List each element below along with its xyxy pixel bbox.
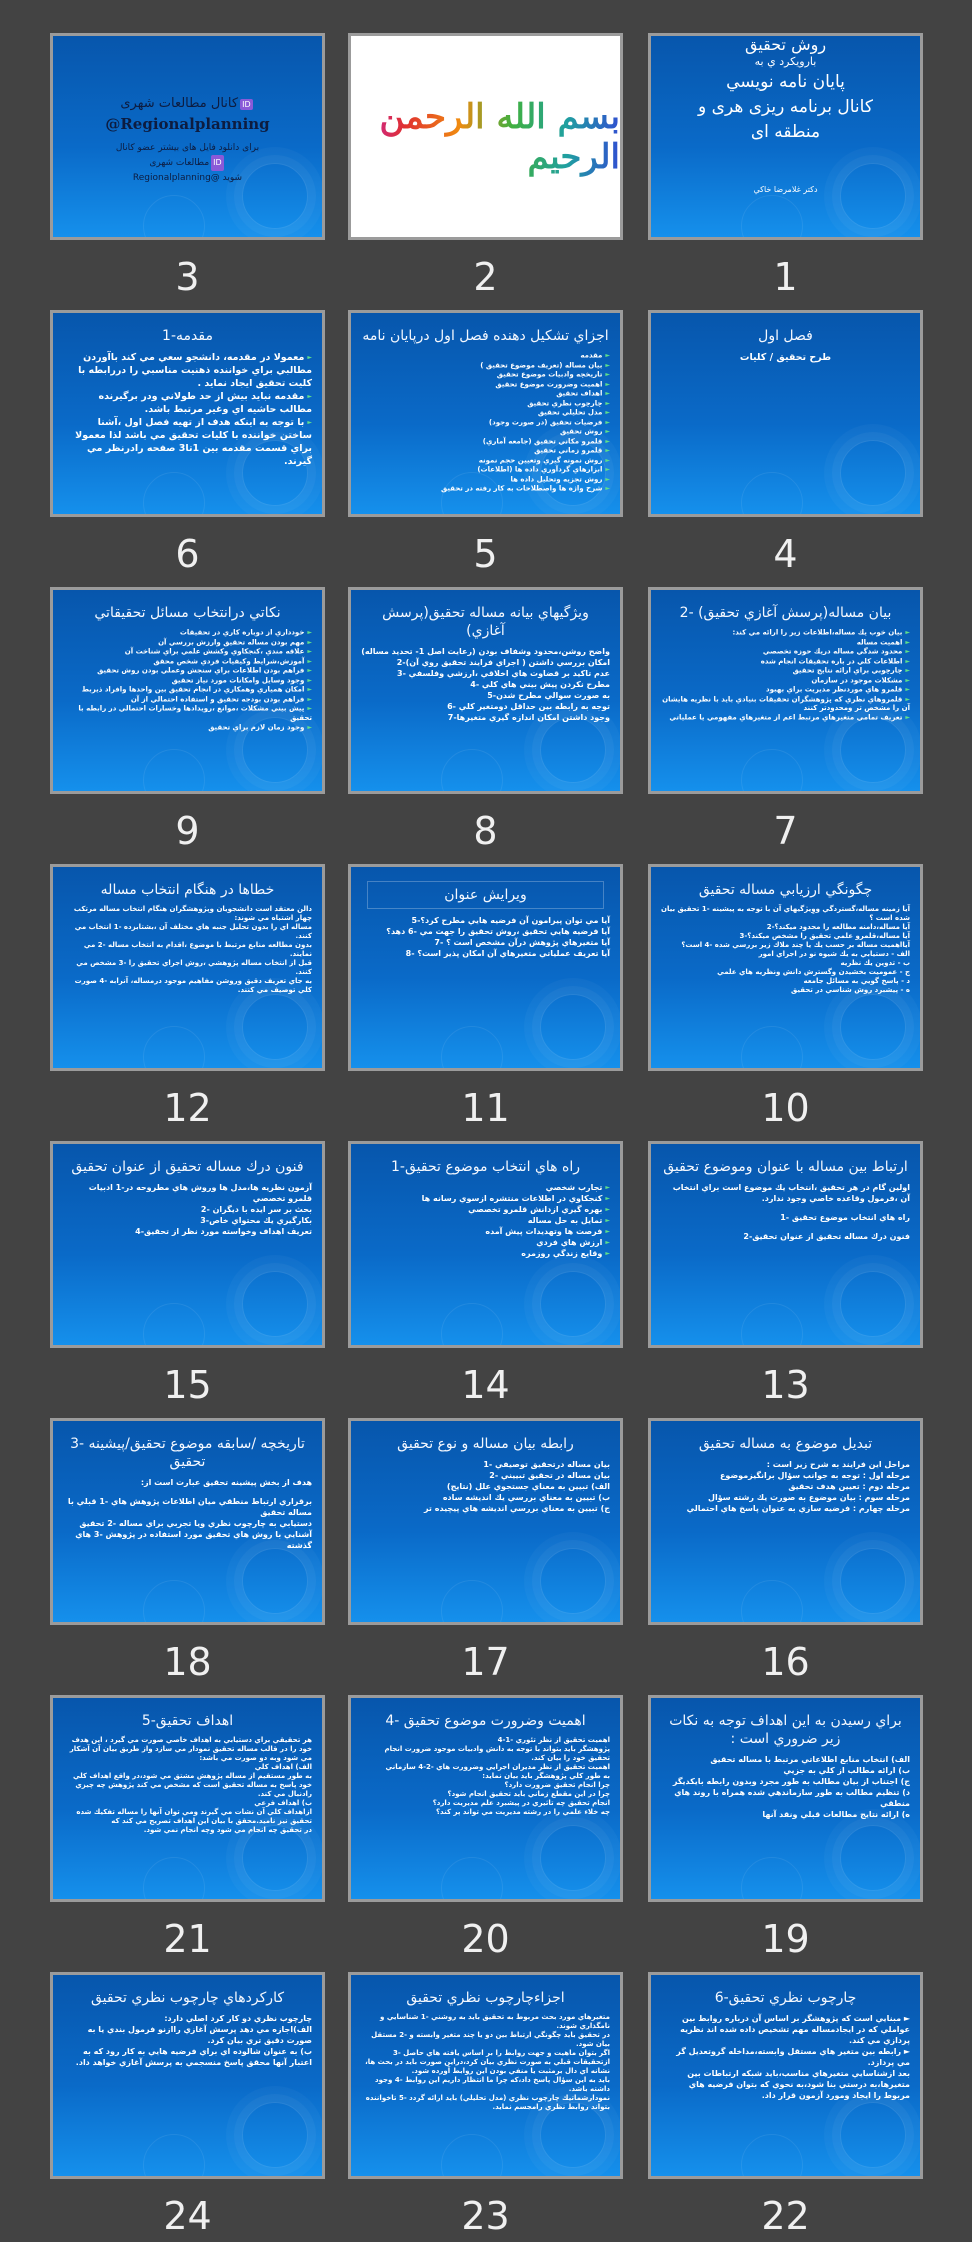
slide-body-line: به طور مستقيم از مساله پژوهش مشتق مي شود،در واقع اهداف كلي خود پاسخ به مساله تحقيق است كه مشخص مي كند پژوهش چه چيزي رادنبال مي كند. bbox=[72, 1772, 312, 1798]
slide-body-line: چارچوب نظري دو كار كرد اصلي دارد: bbox=[164, 2014, 312, 2023]
slide-thumbnail-18[interactable] bbox=[50, 1418, 325, 1625]
slide-body-line: آيا مساله،دامنه مطالعه را محدود ميكند؟-2 bbox=[766, 923, 910, 931]
slide-body-line: مرحله چهارم : فرضيه سازي به عنوان پاسخ هاي احتمالي bbox=[686, 1504, 910, 1513]
slide-body-line: الف) تبيين به معناي جستجوي علل (نتايج) bbox=[446, 1482, 610, 1491]
slide-content bbox=[63, 96, 312, 231]
slide-body-line: ► فرصت ها وتهديدات پيش آمده bbox=[361, 1226, 610, 1237]
slide-number: 5 bbox=[473, 532, 498, 576]
slide-content bbox=[63, 596, 312, 785]
slide-body-line: مرحله دوم : تعيين هدف تحقيق bbox=[788, 1482, 910, 1491]
slide-body-line: ب) تبيين به معناي بررسي يك انديشه ساده bbox=[442, 1493, 610, 1502]
slide-title: اهداف تحقيق-5 bbox=[141, 1713, 234, 1729]
slide-number: 12 bbox=[163, 1086, 212, 1130]
slide-body-line: ► وجود زمان لازم براي تحقيق bbox=[63, 723, 312, 733]
slide-body-line: ► مبنايي است كه پژوهشگر بر اساس آن درباره روابط بين عواملي كه در ايجادمساله مهم تشخيص داده شده اند نظريه پردازي مي كند. bbox=[680, 2014, 910, 2045]
slide-title: اهميت وضرورت موضوع تحقيق -4 bbox=[385, 1713, 586, 1729]
slide-title: كاركردهاي چارچوب نظري تحقيق bbox=[91, 1990, 284, 2006]
slide-body-line: فنون درك مساله تحقيق از عنوان تحقيق-2 bbox=[743, 1232, 910, 1241]
slide-cell bbox=[50, 310, 325, 580]
slide-cell bbox=[648, 1695, 923, 1965]
slide-thumbnail-6[interactable] bbox=[50, 310, 325, 517]
slide-body-line: مي پردازد. bbox=[867, 2058, 910, 2067]
slide-body-line: اعتبار آنها محقق پاسخ منسجمي به پرسش آغازي خواهد داد. bbox=[75, 2058, 312, 2067]
slide-number: 1 bbox=[773, 255, 798, 299]
slide-body bbox=[63, 2013, 312, 2068]
slide-content bbox=[63, 1704, 312, 1893]
slide-body-line: آزمون نظريه ها،مدل ها وروش هاي مطروحه در-1 ادبيات قلمرو تخصصي bbox=[88, 1183, 312, 1203]
slide-body-line: مرحله اول : توجه به جوانب سؤال برانگيزموضوع bbox=[719, 1471, 910, 1480]
slide-body-line: ب) اهداف فرعي bbox=[254, 1799, 312, 1807]
slide-body-line: ► تجارب شخصي bbox=[361, 1182, 610, 1193]
slide-body-line: ► شرح واژه ها واصطلاحات به كار رفته در تحقيق bbox=[361, 484, 610, 494]
slide-text-line2: كانال برنامه ريزی هری و bbox=[698, 97, 873, 117]
slide-number: 22 bbox=[761, 2194, 810, 2238]
slide-number: 20 bbox=[461, 1917, 510, 1961]
slide-body-line: ► وقايع زندگي روزمره bbox=[361, 1248, 610, 1259]
slide-cell bbox=[50, 587, 325, 857]
slide-body bbox=[661, 2013, 910, 2101]
slide-cell bbox=[50, 1695, 325, 1965]
slide-body bbox=[63, 1182, 312, 1237]
slide-thumbnail-9[interactable] bbox=[50, 587, 325, 794]
slide-body-line: بحث بر سر ايده با ديگران -2 bbox=[200, 1205, 312, 1214]
slide-body-line: اهميت تحقيق از نظر مديران اجرايي وضرورت هاي -2-4 سازماني bbox=[385, 1763, 610, 1771]
slide-cell bbox=[648, 1972, 923, 2242]
slide-cell bbox=[50, 33, 325, 303]
slide-cell bbox=[348, 1972, 623, 2242]
slide-number: 11 bbox=[461, 1086, 510, 1130]
bismillah-calligraphy bbox=[351, 36, 620, 237]
slide-content bbox=[361, 596, 610, 785]
slide-content bbox=[661, 319, 910, 508]
slide-thumbnail-3[interactable] bbox=[50, 33, 325, 240]
slide-body-line: بايد به اين سؤال پاسخ داد،كه چرا ما انتظار داريم اين روابط -4 وجود داشته باشد. bbox=[375, 2076, 610, 2093]
slide-cell bbox=[648, 33, 923, 303]
slide-body-line: آيا زمينه مساله،گستردگي ووِيژگيهاي آن با توجه به پيشينه -1 تحقيق بيان شده است ؟ bbox=[661, 905, 910, 922]
slide-body-line: راه هاي انتخاب موضوع تحقيق -1 bbox=[780, 1213, 910, 1222]
slide-body-line: ► بيان مساله (تعريف موضوع تحقيق ) bbox=[361, 361, 610, 371]
slide-body-line: مراحل اين فرايند به شرح زير است : bbox=[766, 1460, 910, 1469]
slide-thumbnail-10[interactable] bbox=[648, 864, 923, 1071]
slide-body-line: ► اهداف تحقيق bbox=[361, 389, 610, 399]
slide-body-line: دستيابي به چارچوب نظري ويا تجربي براي مساله -2 تحقيق bbox=[79, 1519, 312, 1528]
slide-body-line bbox=[63, 1488, 312, 1496]
slide-cell bbox=[648, 1141, 923, 1411]
slide-body bbox=[63, 628, 312, 732]
slide-body bbox=[661, 351, 910, 364]
slide-cell bbox=[648, 587, 923, 857]
slide-body-line: ► بهره گيري ازدانش قلمرو تخصصي bbox=[361, 1204, 610, 1215]
channel-name: كانال مطالعات شهری bbox=[120, 96, 239, 111]
slide-thumbnail-15[interactable] bbox=[50, 1141, 325, 1348]
channel-name-line bbox=[63, 96, 312, 111]
slide-body-line: الف) اهداف كلي bbox=[254, 1763, 312, 1771]
slide-body-line: ► مقدمه نبايد بيش از حد طولاني ودر برگيرنده مطالب حاشيه اي وغير مرتبط باشد. bbox=[63, 390, 312, 416]
slide-number: 3 bbox=[175, 255, 200, 299]
slide-cell bbox=[348, 864, 623, 1134]
slide-content bbox=[661, 1981, 910, 2170]
slide-body-line: چرا انجام تحقيق ضرورت دارد؟ bbox=[504, 1781, 610, 1789]
slide-text-sub: بارويكرد ي به bbox=[754, 55, 817, 68]
slide-body-line: به جاي تعريف دقيق وروشن مفاهيم موجود درمساله، آنرابه -4 صورت كلي توصيف مي كنند. bbox=[74, 977, 312, 994]
id-badge-icon: ID bbox=[242, 100, 251, 109]
slide-cell bbox=[348, 1141, 623, 1411]
slide-body-line: ه) ارائه نتايج مطالعات قبلي ونقد آنها bbox=[762, 1810, 910, 1819]
slide-content bbox=[361, 873, 610, 1062]
slide-body-line: ► روش نمونه گيري وتعيين حجم نمونه bbox=[361, 456, 610, 466]
slide-body-line: آيا متغيرهاي پژوهش درآن مشخص است ؟ -7 bbox=[434, 938, 610, 947]
slide-body-line: ازاهداف كلي آن نشات مي گيرند ومي توان آنها را مساله تفكيك شده تحقيق نيز ناميد.محقق با بيان اين اهداف تصريح مي كند كه bbox=[76, 1808, 312, 1825]
slide-number: 15 bbox=[163, 1363, 212, 1407]
slide-thumbnail-11[interactable] bbox=[348, 864, 623, 1071]
slide-thumbnail-19[interactable] bbox=[648, 1695, 923, 1902]
slide-body bbox=[361, 1182, 610, 1259]
slide-title: راه هاي انتخاب موضوع تحقيق-1 bbox=[391, 1159, 580, 1175]
slide-body-line: ► فرضيات تحقيق (در صورت وجود) bbox=[361, 418, 610, 428]
slide-number: 24 bbox=[163, 2194, 212, 2238]
slide-body-line: به طور كلي پژوهشگر بايد بيان نمايد: bbox=[482, 1772, 610, 1780]
slide-body-line: ► خودداري از دوباره كاري در تحقيقات bbox=[63, 628, 312, 638]
slide-body-line: ► روش تحقيق bbox=[361, 427, 610, 437]
slide-body-line: چرا در اين مقطع زماني بايد تحقيق انجام شود؟ bbox=[447, 1790, 610, 1798]
slide-body bbox=[661, 1182, 910, 1242]
slide-body-line: الف) انتخاب منابع اطلاعاتي مرتبط با مساله تحقيق bbox=[710, 1755, 910, 1764]
slide-body-line: اگر بتوان ماهيت و جهت روابط را بر اساس يافته هاي حاصل -3 ازتحقيقات قبلي به صورت نظري بيان كرد،دراين صورت بايد در بحث ها، نشانه اي دال برمثبت يا منفي بودن اين روابط آورده شود. bbox=[365, 2049, 610, 2075]
slide-body bbox=[63, 351, 312, 468]
slide-title: اجزاءچارچوب نظري تحقيق bbox=[406, 1990, 565, 2006]
slide-number: 13 bbox=[761, 1363, 810, 1407]
slide-body-line: ► بيان خوب يك مساله،اطلاعات زير را ارائه مي كند: bbox=[661, 628, 910, 638]
channel-handle: @Regionalplanning bbox=[105, 115, 270, 133]
slide-content bbox=[661, 1427, 910, 1616]
slide-number: 9 bbox=[175, 809, 200, 853]
slide-thumbnail-4[interactable] bbox=[648, 310, 923, 517]
slide-cell bbox=[348, 310, 623, 580]
slide-body-line: ► علاقه مندي ،كنجكاوي وكشش علمي براي شناخت آن bbox=[63, 647, 312, 657]
slide-thumbnail-12[interactable] bbox=[50, 864, 325, 1071]
slide-body bbox=[361, 915, 610, 959]
id-badge-icon: ID bbox=[211, 155, 224, 171]
slide-body bbox=[661, 1754, 910, 1820]
join-handle: شوید @Regionalplanning bbox=[132, 173, 243, 183]
slide-number: 17 bbox=[461, 1640, 510, 1684]
slide-content bbox=[63, 1150, 312, 1339]
join-text: برای دانلود فایل های بیشتر عضو کانال bbox=[115, 143, 260, 153]
slide-body-line: ► مقدمه bbox=[361, 351, 610, 361]
slide-cell bbox=[50, 1418, 325, 1688]
slide-body-line: ► محدود شدگي مساله دريك حوزه تخصصي bbox=[661, 647, 910, 657]
slide-body-line: آيا مساله،قلمرو علمي تحقيق را مشخص ميكند؟-3 bbox=[739, 932, 910, 940]
slide-body-line: بدون مطالعه منابع مرتبط با موضوع ،اقدام به انتخاب مساله -2 مي نمايند. bbox=[83, 941, 312, 958]
slide-content bbox=[63, 319, 312, 508]
slide-body-line: قبل از انتخاب مساله پژوهشي ،روش اجراي تحقيق را -3 مشخص مي كنند. bbox=[76, 959, 312, 976]
slide-thumbnail-24[interactable] bbox=[50, 1972, 325, 2179]
slide-title: تاريخچه /سابقه موضوع تحقيق/پيشينه -3 تحقيق bbox=[70, 1436, 305, 1470]
slide-thumbnail-1[interactable] bbox=[648, 33, 923, 240]
slide-body-line: بعد ازشناسايي متغيرهاي مناسب،بايد شبكه ارتباطات بين متغيرها،به درستي بنا شود،به نحوي كه بتوان فرضيه هاي مربوط را ايجاد ومورد آزمون قرار داد. bbox=[687, 2069, 910, 2100]
slide-title: تبديل موضوع به مساله تحقيق bbox=[698, 1436, 873, 1452]
slide-body bbox=[661, 1459, 910, 1514]
slide-body bbox=[361, 2013, 610, 2112]
slide-body-line: بيان مساله درتحقيق توصيفي -1 bbox=[483, 1460, 610, 1469]
slide-body bbox=[63, 905, 312, 995]
slide-number: 16 bbox=[761, 1640, 810, 1684]
slide-cell bbox=[348, 587, 623, 857]
bismillah-text: بسم الله الرحمن الرحيم bbox=[351, 97, 620, 177]
slide-body-line: دالن معتقد است دانشجويان وپژوهشگران هنگام انتخاب مساله مرتكب چهار اشتباه مي شوند: bbox=[73, 905, 312, 922]
slide-thumbnail-20[interactable] bbox=[348, 1695, 623, 1902]
slide-thumbnail-7[interactable] bbox=[648, 587, 923, 794]
slide-body-line: ► قلمروهاي نظري كه پژوهشگران تحقيقات بنيادي بايد با نظريه هايشان آن را مشخص تر ومحدودتر كنند bbox=[661, 695, 910, 714]
slide-cell bbox=[648, 310, 923, 580]
slide-thumbnail-13[interactable] bbox=[648, 1141, 923, 1348]
slide-body-line: ► امكان همياري وهمكاري در انجام تحقيق بين واحدها وافراد ذيربط bbox=[63, 685, 312, 695]
slide-body-line: ► روش تجزيه وتحليل داده ها bbox=[361, 475, 610, 485]
slide-thumbnail-17[interactable] bbox=[348, 1418, 623, 1625]
slide-thumbnail-23[interactable] bbox=[348, 1972, 623, 2179]
slide-content bbox=[661, 36, 910, 231]
slide-body-line: آيا فرضيه هايي تحقيق ،روش تحقيق را جهت مي -6 دهد؟ bbox=[386, 927, 610, 936]
slide-body-line: ► قلمرو مكاني تحقيق (جامعه آماري) bbox=[361, 437, 610, 447]
slide-content bbox=[361, 1150, 610, 1339]
slide-thumbnail-16[interactable] bbox=[648, 1418, 923, 1625]
slide-content bbox=[661, 596, 910, 785]
slide-title: رابطه بيان مساله و نوع تحقيق bbox=[397, 1436, 574, 1452]
slide-body-line: ► ارزش هاي فردي bbox=[361, 1237, 610, 1248]
slide-cell bbox=[348, 33, 623, 303]
slide-body-line: ► مدل تحليلي تحقيق bbox=[361, 408, 610, 418]
slide-cell bbox=[648, 1418, 923, 1688]
slide-body-line: الف)اجازه مي دهد پرسش آغازي راازنو فرمول بندي يا به صورت دقيق تري بيان كرد. bbox=[87, 2025, 312, 2045]
slide-content bbox=[361, 1704, 610, 1893]
slide-content bbox=[361, 1981, 610, 2170]
slide-number: 18 bbox=[163, 1640, 212, 1684]
slide-cell bbox=[348, 1695, 623, 1965]
slide-body-line: ب) به عنوان شالوده اي براي فرضيه هايي به كار رود كه به bbox=[82, 2047, 312, 2056]
slide-number: 21 bbox=[163, 1917, 212, 1961]
slide-body bbox=[361, 1736, 610, 1817]
slide-body-line: اهميت تحقيق از نظر تئوري -1-4 bbox=[497, 1736, 610, 1744]
slide-body-line: انجام تحقيق چه تاثيري در پيشبرد علم مديريت دارد؟ bbox=[432, 1799, 610, 1807]
slide-body-line: ► مشكلات موجود در سازمان bbox=[661, 676, 910, 686]
slide-text-line1: پايان نامه نويسي bbox=[726, 72, 845, 92]
slide-body-line: ► فراهم بودن بودجه تحقيق و استفاده احتمالي از آن bbox=[63, 695, 312, 705]
slide-body-line: آشنايي با روش هاي تحقيق مورد استفاده در پژوهش -3 هاي گذشته bbox=[75, 1530, 312, 1550]
slide-body-line: ج) اجتناب از بيان مطالب به طور مجرد وبدون رابطه بايكديگر bbox=[672, 1777, 910, 1786]
slide-body-line: ► تمايل به حل مساله bbox=[361, 1215, 610, 1226]
slide-body-line: مرحله سوم : بيان موضوع به صورت يك رشته سؤال bbox=[708, 1493, 910, 1502]
slide-body-line: آيااهميت مساله بر حسب يك يا چند ملاك زير بررسي شده -4 است؟ bbox=[681, 941, 910, 949]
slide-number: 6 bbox=[175, 532, 200, 576]
slide-content bbox=[361, 319, 610, 508]
slide-number: 7 bbox=[773, 809, 798, 853]
slide-thumbnail-8[interactable] bbox=[348, 587, 623, 794]
slide-body-line: بكارگيري يك محتواي خاص-3 bbox=[200, 1216, 312, 1225]
slide-body-line: هر تحقيقي براي دستيابي به اهداف خاصي صورت مي گيرد ، اين هدف خود را در قالب مساله تحقيق نمودار مي سازد واز طريق بيان آن آشكار مي شود وبه دو صورت مي باشد: bbox=[69, 1736, 312, 1762]
slide-content bbox=[661, 1150, 910, 1339]
slide-body-line: متغيرهاي مورد بحث مربوط به تحقيق بايد به روشني -1 شناسايي و نامگذاري شوند. bbox=[380, 2013, 610, 2030]
slide-number: 8 bbox=[473, 809, 498, 853]
slide-number: 23 bbox=[461, 2194, 510, 2238]
slide-body-line: هدف از بخش پيشينه تحقيق عبارت است از: bbox=[140, 1478, 312, 1487]
slide-body-line: اولين گام در هر تحقيق ،انتخاب يك موضوع است براي انتخاب آن ،فرمول وقاعده خاصي وجود ندارد. bbox=[672, 1183, 910, 1203]
slide-body-line: ► ابزارهاي گردآوري داده ها (اطلاعات) bbox=[361, 465, 610, 475]
slide-body-line: ج) تبيين به معناي بررسي انديشه هاي پيچيده تر bbox=[423, 1504, 610, 1513]
slide-title: ويژگيهاي بيانه مساله تحقيق(پرسش آغازي) bbox=[382, 605, 589, 639]
slide-body-line: واضح روشن،محدود وشفاف بودن (رعايت اصل 1- تحديد مساله) bbox=[361, 647, 610, 656]
slide-title: فنون درك مساله تحقيق از عنوان تحقيق bbox=[71, 1159, 304, 1175]
slide-body-line: توجه به رابطه بين حداقل دومتغير كلي -6 bbox=[447, 702, 610, 711]
slide-body-line: به صورت سوالي مطرح شدن-5 bbox=[487, 691, 610, 700]
slide-body-line: ► مهم بودن مساله تحقيق وارزش بررسي آن bbox=[63, 638, 312, 648]
slide-body-line: طرح تحقيق / كليات bbox=[739, 352, 832, 363]
slide-body-line: آيا مي توان پيرامون آن فرضيه هايي مطرح كرد؟-5 bbox=[411, 916, 610, 925]
slide-body-line: ► فراهم بودن اطلاعات براي سنجش وعملي بودن روش تحقيق bbox=[63, 666, 312, 676]
slide-body-line: برقراري ارتباط منطقي ميان اطلاعات پژوهش هاي -1 قبلي با مساله تحقيق bbox=[67, 1497, 312, 1517]
slide-body-line: آيا تعريف عملياتي متغيرهاي آن امكان پذير است؟ -8 bbox=[405, 949, 610, 958]
slide-cell bbox=[50, 1972, 325, 2242]
slide-text-author: دكتر غلامرضا خاكي bbox=[753, 185, 818, 194]
slide-body-line: پژوهشگر بايد بتواند با توجه به دانش وادبيات موجود ضرورت انجام تحقيق خود را بيان كند. bbox=[384, 1745, 610, 1762]
slide-body bbox=[361, 351, 610, 494]
slide-body-line: ► تاريخچه وادبيات موضوع تحقيق bbox=[361, 370, 610, 380]
slide-body-line bbox=[661, 1204, 910, 1212]
slide-body-line: ► اطلاعات كلي در باره تحقيقات انجام شده bbox=[661, 657, 910, 667]
slide-body-line: ► قلمرو هاي موردنظر مديريت براي بهبود bbox=[661, 685, 910, 695]
slide-title: ارتباط بين مساله با عنوان وموضوع تحقيق bbox=[663, 1159, 908, 1175]
slide-title: بيان مساله(پرسش آغازي تحقيق) -2 bbox=[679, 605, 892, 621]
slide-title: ويرايش عنوان bbox=[367, 881, 604, 909]
slide-body-line: ► رابطه بين متغير هاي مستقل وابسته،مداخله گروتعديل گر bbox=[676, 2047, 910, 2056]
slide-body-line: ► چارچوبي براي ارائه نتايج تحقيق bbox=[661, 666, 910, 676]
slide-body bbox=[361, 1459, 610, 1514]
slide-content bbox=[661, 873, 910, 1062]
slide-body bbox=[63, 1736, 312, 1835]
slide-content bbox=[661, 1704, 910, 1893]
slide-number: 2 bbox=[473, 255, 498, 299]
slide-thumbnail-5[interactable] bbox=[348, 310, 623, 517]
slide-body-line: ► پيش بيني مشكلات ،موانع ،رويدادها وخسارات احتمالي در رابطه با تحقيق bbox=[63, 704, 312, 723]
slide-body-line: ► اهميت وضرورت موضوع تحقيق bbox=[361, 380, 610, 390]
slide-body-line: ► قلمرو زماني تحقيق bbox=[361, 446, 610, 456]
slide-text-line3: منطقه ای bbox=[750, 122, 821, 142]
slide-content bbox=[63, 1427, 312, 1616]
slide-cell bbox=[348, 1418, 623, 1688]
slide-body-line: ► تعريف تمامي متغيرهاي مرتبط اعم از متغيرهاي مفهومي يا عملياتي bbox=[661, 713, 910, 723]
slide-body-line: د - پاسخ گويي به مسائل جامعه bbox=[803, 977, 910, 985]
slide-cell bbox=[648, 864, 923, 1134]
slide-body-line: ► وجود وسايل وامكانات مورد نياز تحقيق bbox=[63, 676, 312, 686]
slide-title: چارچوب نظري تحقيق-6 bbox=[714, 1990, 857, 2006]
channel-name-line bbox=[63, 155, 312, 171]
slide-body-line: ► اهميت مساله bbox=[661, 638, 910, 648]
slide-body-line: الف - دستيابي به يك شيوه نو در اجراي امور bbox=[758, 950, 910, 958]
slide-body-line: ب - تدوين يك نظريه bbox=[840, 959, 910, 967]
slide-body-line: ب) ارائه مطالب از كلي به جزيي bbox=[783, 1766, 910, 1775]
slide-body-line: مساله اي را بدون تحليل جنبه هاي مختلف آن ،بشتابزده -1 انتخاب مي كنند. bbox=[74, 923, 312, 940]
slide-body-line: نمودارشماتيك چارچوب نظري (مدل تحليلي) بايد ارائه گردد -5 تاخواننده بتواند روابط نظري رامجسم نمايد. bbox=[365, 2094, 610, 2111]
slide-body-line: د) تنظيم مطالب به طور سازماندهي شده همراه با روند هاي منطقي bbox=[674, 1788, 910, 1808]
slide-text-title: روش تحقيق bbox=[744, 35, 827, 54]
slide-thumbnail-14[interactable] bbox=[348, 1141, 623, 1348]
slide-body-line: بيان مساله در تحقيق تبييني -2 bbox=[489, 1471, 610, 1480]
slide-body-line: ► با توجه به اينكه هدف از تهيه فصل اول ،آشنا ساختن خواننده با كليات تحقيق مي باشد لذا معمولا براي قسمت مقدمه بين 1تا3 صفحه رادرنظر مي گيرند. bbox=[63, 416, 312, 468]
slide-content bbox=[63, 1981, 312, 2170]
slide-title: مقدمه-1 bbox=[162, 328, 213, 344]
slide-body-line: ► چارچوب نظري تحقيق bbox=[361, 399, 610, 409]
slide-content bbox=[361, 1427, 610, 1616]
slide-body-line: وجود داشتن امكان اندازه گيري متغيرها-7 bbox=[447, 713, 610, 722]
slide-number: 14 bbox=[461, 1363, 510, 1407]
slide-body-line: ► معمولا در مقدمه، دانشجو سعي مي كند باآوردن مطالبي براي خواننده ذهنيت مناسبي را دررابطه با كليت تحقيق ايجاد نمايد . bbox=[63, 351, 312, 390]
slide-body-line bbox=[661, 1223, 910, 1231]
slide-body-line: ► كنجكاوي در اطلاعات منتشره ازسوي رسانه ها bbox=[361, 1193, 610, 1204]
slide-body bbox=[661, 628, 910, 723]
slide-number: 19 bbox=[761, 1917, 810, 1961]
slide-body bbox=[361, 646, 610, 723]
slide-title: نكاتي درانتخاب مسائل تحقيقاتي bbox=[94, 605, 281, 621]
channel-name: مطالعات شهری bbox=[149, 158, 210, 168]
slide-body-line: ج - عموميت بخشيدن وگسترش دانش ونظريه هاي علمي bbox=[717, 968, 910, 976]
slide-thumbnail-2[interactable] bbox=[348, 33, 623, 240]
slide-title: براي رسيدن به اين اهداف توجه به نكات زير ضروري است : bbox=[669, 1713, 902, 1747]
slide-body-line: ه - پيشبرد روش شناسي در تحقيق bbox=[791, 986, 910, 994]
slide-title: اجزاي تشكيل دهنده فصل اول درپايان نامه bbox=[362, 328, 609, 344]
slide-content bbox=[63, 873, 312, 1062]
slide-body bbox=[63, 1477, 312, 1551]
slide-title: خطاها در هنگام انتخاب مساله bbox=[100, 882, 275, 898]
slide-body-line: تعريف اهداف وخواسته مورد نظر از تحقيق-4 bbox=[135, 1227, 312, 1236]
slide-thumbnail-22[interactable] bbox=[648, 1972, 923, 2179]
slide-cell bbox=[50, 864, 325, 1134]
slide-title: چگونگي ارزيابي مساله تحقيق bbox=[698, 882, 873, 898]
slide-body-line: در تحقيق چه انجام مي شود وچه انجام نمي شود. bbox=[143, 1826, 312, 1834]
slide-body-line: امكان بررسي داشتن ( اجراي فرايند تحقيق روي آن)-2 bbox=[396, 658, 610, 667]
slide-body-line: مطرح نكردن پيش بيني هاي كلي -4 bbox=[470, 680, 610, 689]
slide-number: 4 bbox=[773, 532, 798, 576]
slide-body-line: ► آموزش،شرايط وكيفيات فردي شخص محقق bbox=[63, 657, 312, 667]
slide-body-line: چه خلاء علمي را در رشته مديريت مي تواند پر كند؟ bbox=[436, 1808, 610, 1816]
slide-thumbnail-21[interactable] bbox=[50, 1695, 325, 1902]
slide-body-line: در تحقيق بايد چگونگي ارتباط بين دو يا چند متغير وابسته و -2 مستقل بيان شود. bbox=[371, 2031, 610, 2048]
slide-body-line: عدم تاكيد بر قضاوت هاي اخلاقي ،ارزشي وفلسفي -3 bbox=[396, 669, 610, 678]
slide-cell bbox=[50, 1141, 325, 1411]
slide-body bbox=[661, 905, 910, 995]
slide-number: 10 bbox=[761, 1086, 810, 1130]
slide-title: فصل اول bbox=[758, 328, 813, 344]
